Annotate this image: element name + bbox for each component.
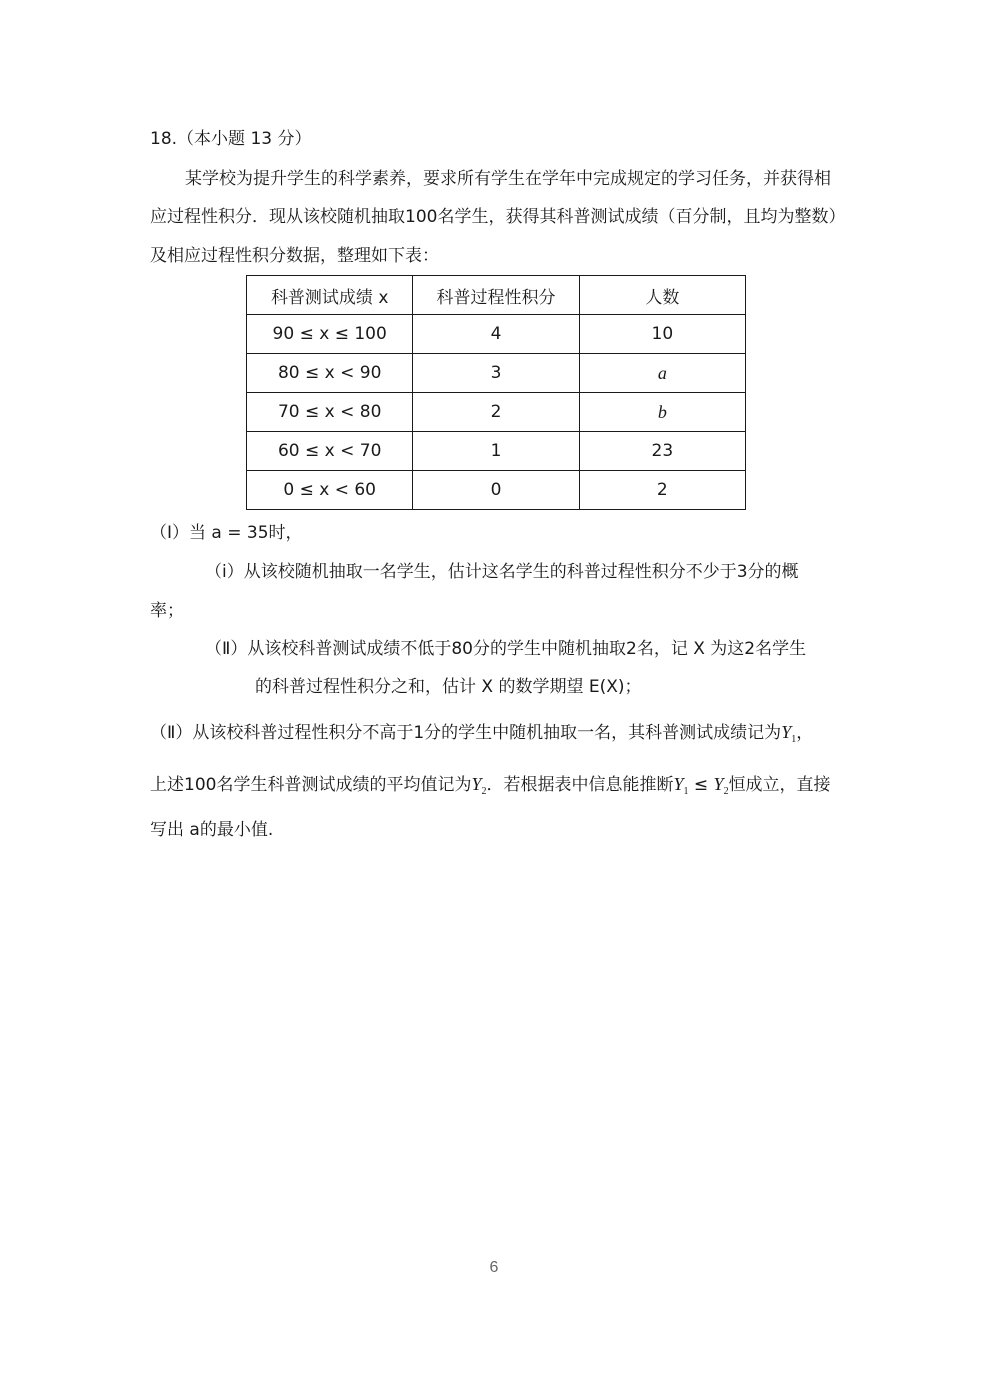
part1-label: （Ⅰ）当 a = 35时， [150, 523, 303, 543]
part1-sub-ii-line-1: （Ⅱ）从该校科普测试成绩不低于80分的学生中随机抽取2名，记 X 为这2名学生 [205, 639, 807, 659]
table-cell: 4 [413, 315, 579, 354]
part2-line-1-text: （Ⅱ）从该校科普过程性积分不高于1分的学生中随机抽取一名，其科普测试成绩记为 [150, 723, 782, 743]
table-cell: 60 ≤ x < 70 [247, 432, 413, 471]
var-y2-inline: $Y_2$ [713, 774, 729, 797]
table-cell: 1 [413, 432, 579, 471]
intro-line-3: 及相应过程性积分数据，整理如下表： [150, 246, 439, 266]
table-row [247, 393, 746, 432]
intro-line-2: 应过程性积分．现从该校随机抽取100名学生，获得其科普测试成绩（百分制，且均为整数） [150, 207, 846, 227]
table-cell: b [579, 393, 745, 432]
part2-line-1: （Ⅱ）从该校科普过程性积分不高于1分的学生中随机抽取一名，其科普测试成绩记为$Y_1$， [150, 722, 814, 745]
table-cell: 2 [579, 471, 745, 510]
part1-sub-i-line-2: 率； [150, 601, 184, 621]
part1-sub-i-line-1: （ⅰ）从该校随机抽取一名学生，估计这名学生的科普过程性积分不少于3分的概 [205, 562, 799, 582]
var-y1: $Y_1$ [781, 722, 797, 745]
table-header-row [247, 276, 746, 315]
table-header-cell: 人数 [579, 276, 745, 315]
table-header-cell: 科普测试成绩 x [247, 276, 413, 315]
table-cell: a [579, 354, 745, 393]
table-cell: 0 ≤ x < 60 [247, 471, 413, 510]
part2-line-3: 写出 a的最小值. [150, 820, 274, 840]
table-cell: 70 ≤ x < 80 [247, 393, 413, 432]
table-cell: 80 ≤ x < 90 [247, 354, 413, 393]
table-row [247, 354, 746, 393]
intro-line-1: 某学校为提升学生的科学素养，要求所有学生在学年中完成规定的学习任务，并获得相 [185, 169, 831, 189]
part1-sub-ii-line-2: 的科普过程性积分之和，估计 X 的数学期望 E(X)； [255, 677, 642, 697]
var-y1-inline: $Y_1$ [673, 774, 689, 797]
table-cell: 2 [413, 393, 579, 432]
table-cell: 90 ≤ x ≤ 100 [247, 315, 413, 354]
var-y2: $Y_2$ [471, 774, 487, 797]
table-header-cell: 科普过程性积分 [413, 276, 579, 315]
problem-heading: 18.（本小题 13 分） [150, 129, 312, 149]
table-cell: 0 [413, 471, 579, 510]
table-row [247, 432, 746, 471]
table-cell: 23 [579, 432, 745, 471]
table-row [247, 471, 746, 510]
score-table [246, 275, 746, 510]
part2-line-2: 上述100名学生科普测试成绩的平均值记为$Y_2$．若根据表中信息能推断$Y_1 \le Y_2$恒成立，直接 [150, 774, 831, 797]
page-number: 6 [489, 1259, 499, 1276]
table-cell: 10 [579, 315, 745, 354]
table-row [247, 315, 746, 354]
table-cell: 3 [413, 354, 579, 393]
